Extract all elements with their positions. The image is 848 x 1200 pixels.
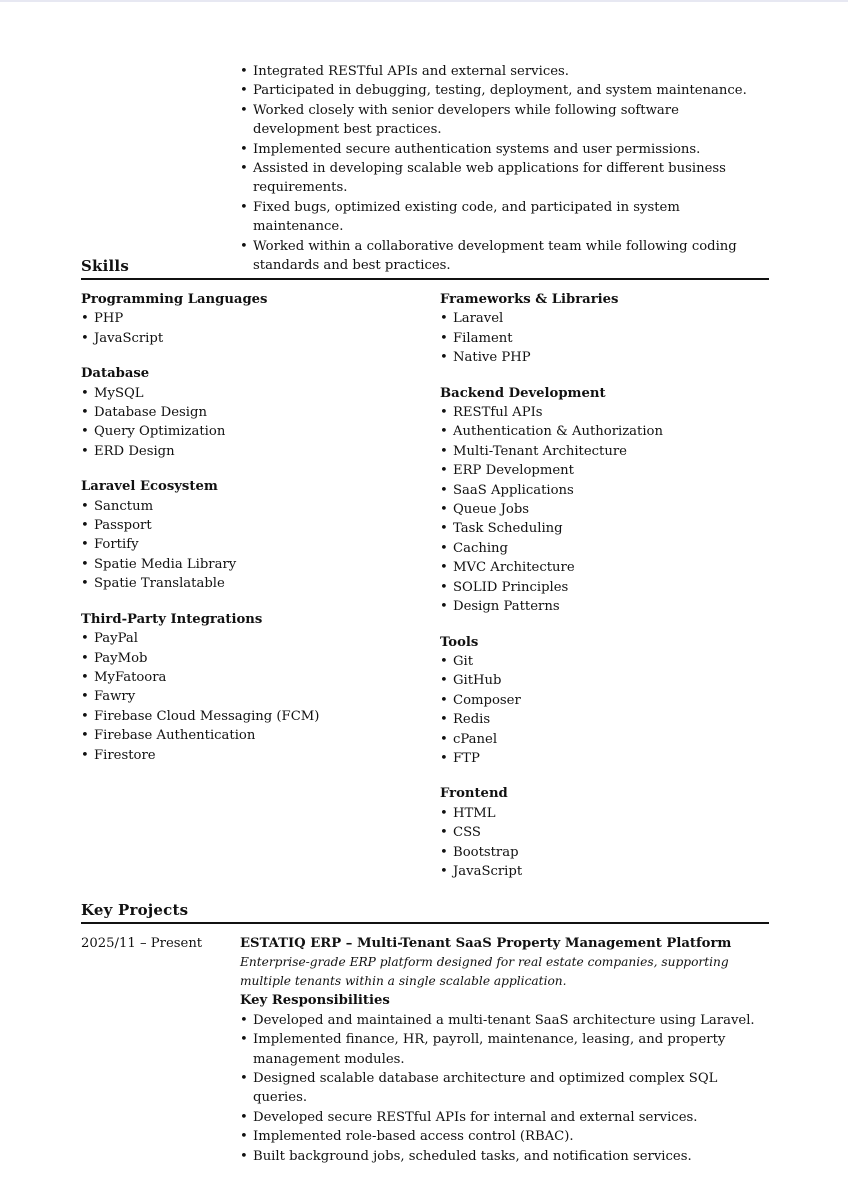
skill-item: • SOLID Principles [440, 578, 780, 597]
skill-item: • Bootstrap [440, 843, 780, 862]
skill-item: • Authentication & Authorization [440, 422, 780, 441]
skill-item: • ERP Development [440, 461, 780, 480]
skill-item: • MySQL [81, 384, 421, 403]
skill-item: • Spatie Translatable [81, 574, 421, 593]
skill-item: • Native PHP [440, 348, 780, 367]
skill-item: • Task Scheduling [440, 519, 780, 538]
projects-section-rule [81, 922, 769, 924]
project-bullet: • Developed secure RESTful APIs for internal and external services. [240, 1108, 765, 1127]
skill-item: • ERD Design [81, 442, 421, 461]
project-bullet-list [240, 1011, 765, 1166]
skill-item: • Database Design [81, 403, 421, 422]
project-bullet: • Built background jobs, scheduled tasks, and notification services. [240, 1147, 765, 1166]
skills-section-title: Skills [81, 257, 129, 275]
skill-item: • GitHub [440, 671, 780, 690]
skill-item: • Query Optimization [81, 422, 421, 441]
skill-group-heading: Programming Languages [81, 292, 268, 307]
projects-section-title: Key Projects [81, 901, 189, 919]
experience-bullet: • Implemented secure authentication systems and user permissions. [240, 140, 765, 159]
skill-item: • Git [440, 652, 780, 671]
skill-item: • FTP [440, 749, 780, 768]
skill-item: • Redis [440, 710, 780, 729]
skill-item: • Design Patterns [440, 597, 780, 616]
skill-item: • Sanctum [81, 497, 421, 516]
skill-group-tools [440, 633, 780, 769]
skill-item: • Fawry [81, 687, 421, 706]
skill-item: • MVC Architecture [440, 558, 780, 577]
skill-group-programming-languages [81, 290, 421, 348]
skill-item: • CSS [440, 823, 780, 842]
skill-item: • Spatie Media Library [81, 555, 421, 574]
skill-item: • Caching [440, 539, 780, 558]
skill-group-backend-development [440, 384, 780, 617]
experience-bullet: • Worked within a collaborative development team while following coding standards and best practices. [240, 237, 765, 276]
skill-group-frontend [440, 784, 780, 881]
skill-group-heading: Tools [440, 634, 479, 650]
skill-item: • Multi-Tenant Architecture [440, 442, 780, 461]
experience-bullet-list [240, 62, 765, 275]
skill-group-heading: Third-Party Integrations [81, 611, 263, 627]
skill-item: • RESTful APIs [440, 403, 780, 422]
skill-item: • PayPal [81, 629, 421, 648]
skill-group-heading: Laravel Ecosystem [81, 479, 218, 495]
experience-bullet: • Worked closely with senior developers while following software development best practices. [240, 101, 765, 140]
skills-left-column [81, 290, 421, 781]
project-description: Enterprise-grade ERP platform designed for real estate companies, supporting multiple tenants within a single scalable application. [240, 955, 729, 989]
skill-group-database [81, 364, 421, 461]
skill-group-heading: Frameworks & Libraries [440, 292, 619, 307]
skill-item: • Composer [440, 691, 780, 710]
experience-bullet: • Participated in debugging, testing, deployment, and system maintenance. [240, 81, 765, 100]
skill-item: • Filament [440, 329, 780, 348]
skill-group-third-party-integrations [81, 610, 421, 765]
project-date: 2025/11 – Present [81, 936, 203, 951]
skill-item: • cPanel [440, 730, 780, 749]
experience-bullet: • Assisted in developing scalable web applications for different business requirements. [240, 159, 765, 198]
skill-item: • JavaScript [440, 862, 780, 881]
skill-item: • PayMob [81, 649, 421, 668]
skill-item: • SaaS Applications [440, 481, 780, 500]
skill-item: • Firebase Authentication [81, 726, 421, 745]
experience-bullet: • Fixed bugs, optimized existing code, and participated in system maintenance. [240, 198, 765, 237]
skill-item: • Fortify [81, 535, 421, 554]
project-subheading: Key Responsibilities [240, 993, 390, 1009]
project-bullet: • Implemented role-based access control (RBAC). [240, 1127, 765, 1146]
skill-item: • Passport [81, 516, 421, 535]
project-title: ESTATIQ ERP – Multi-Tenant SaaS Property Management Platform [240, 936, 732, 951]
experience-bullet: • Integrated RESTful APIs and external services. [240, 62, 765, 81]
skill-group-laravel-ecosystem [81, 477, 421, 593]
skill-item: • HTML [440, 804, 780, 823]
skill-item: • Firebase Cloud Messaging (FCM) [81, 707, 421, 726]
skills-right-column [440, 290, 780, 897]
project-bullet: • Developed and maintained a multi-tenant SaaS architecture using Laravel. [240, 1011, 765, 1030]
skill-item: • MyFatoora [81, 668, 421, 687]
project-entry [240, 934, 765, 1166]
project-bullet: • Implemented finance, HR, payroll, maintenance, leasing, and property management modules. [240, 1030, 765, 1069]
skill-group-heading: Backend Development [440, 385, 606, 401]
skill-item: • Queue Jobs [440, 500, 780, 519]
skill-item: • PHP [81, 309, 421, 328]
skill-item: • Firestore [81, 746, 421, 765]
skills-section-rule [81, 278, 769, 280]
skill-item: • JavaScript [81, 329, 421, 348]
project-bullet: • Designed scalable database architecture and optimized complex SQL queries. [240, 1069, 765, 1108]
page-top-border [0, 0, 848, 2]
skill-group-heading: Database [81, 366, 150, 382]
skill-group-frameworks-libraries [440, 290, 780, 368]
skill-item: • Laravel [440, 309, 780, 328]
skill-group-heading: Frontend [440, 786, 508, 802]
